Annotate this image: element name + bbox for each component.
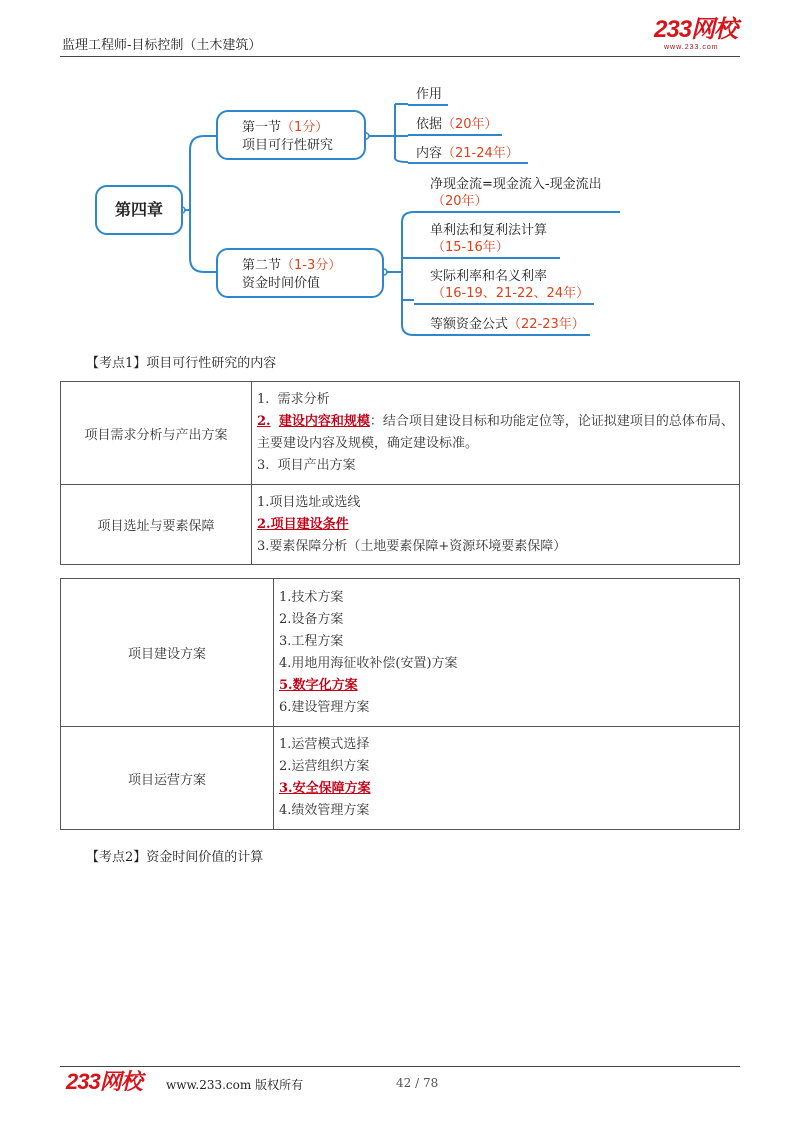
list-item: 2.设备方案 xyxy=(279,611,344,627)
leaf-underline xyxy=(414,257,560,259)
list-item: 3.安全保障方案 xyxy=(279,781,371,796)
leaf-underline xyxy=(408,104,448,106)
section2-subtitle: 资金时间价值 xyxy=(242,276,321,291)
mindmap-leaf: 等额资金公式（22-23年） xyxy=(430,317,585,332)
mindmap-leaf: 依据（20年） xyxy=(416,117,498,132)
table-row xyxy=(61,485,740,565)
list-item: 2. 建设内容和规模：结合项目建设目标和功能定位等，论证拟建项目的总体布局、主要建设内容及规模，确定建设标准。 xyxy=(257,414,734,451)
list-item: 3. 项目产出方案 xyxy=(257,458,356,473)
mindmap-section2-node xyxy=(216,248,384,298)
leaf-underline xyxy=(414,211,620,213)
table-feasibility-1 xyxy=(60,381,740,565)
mindmap-section1-node xyxy=(216,110,366,160)
mindmap-leaf: 单利法和复利法计算 （15-16年） xyxy=(430,223,548,255)
list-item: 4.绩效管理方案 xyxy=(279,803,370,818)
table-row-label: 项目建设方案 xyxy=(61,579,274,727)
table-row xyxy=(61,727,740,830)
mindmap-leaf: 作用 xyxy=(416,87,443,102)
table-row-label: 项目需求分析与产出方案 xyxy=(61,382,252,485)
brand-logo-url: www.233.com xyxy=(664,44,719,51)
leaf-underline xyxy=(414,303,594,305)
footer-logo: 233网校 xyxy=(66,1069,142,1094)
table-row-content xyxy=(274,727,740,830)
page-number: 42 / 78 xyxy=(396,1076,439,1090)
table-row-content xyxy=(252,485,740,565)
section1-score: （1分） xyxy=(281,120,329,135)
list-item: 5.数字化方案 xyxy=(279,677,358,693)
section2-title: 第二节 xyxy=(242,258,282,273)
leaf-underline xyxy=(408,134,502,136)
table-row-content xyxy=(252,382,740,485)
mindmap-leaf: 实际利率和名义利率 （16-19、21-22、24年） xyxy=(430,269,590,301)
list-item: 2.运营组织方案 xyxy=(279,759,370,774)
list-item: 6.建设管理方案 xyxy=(279,699,370,715)
brand-logo: 233网校 xyxy=(654,16,738,43)
kaodian1-heading: 【考点1】项目可行性研究的内容 xyxy=(86,356,277,371)
section1-title: 第一节 xyxy=(242,120,282,135)
footer-divider xyxy=(60,1066,740,1067)
mindmap-root-node xyxy=(95,185,183,235)
list-item: 3.工程方案 xyxy=(279,633,344,649)
list-item: 1. 需求分析 xyxy=(257,392,330,407)
table-row-content xyxy=(274,579,740,727)
kaodian2-heading: 【考点2】资金时间价值的计算 xyxy=(86,850,264,865)
header-title: 监理工程师-目标控制（土木建筑） xyxy=(62,38,262,53)
table-row xyxy=(61,382,740,485)
leaf-underline xyxy=(408,162,528,164)
table-row-label: 项目选址与要素保障 xyxy=(61,485,252,565)
table-row-label: 项目运营方案 xyxy=(61,727,274,830)
mindmap-root-label: 第四章 xyxy=(114,200,163,219)
section2-score: （1-3分） xyxy=(281,258,342,273)
list-item: 1.运营模式选择 xyxy=(279,737,370,752)
list-item: 1.项目选址或选线 xyxy=(257,494,361,510)
table-feasibility-2 xyxy=(60,578,740,830)
footer-copyright: www.233.com 版权所有 xyxy=(166,1078,304,1092)
list-item: 3.要素保障分析（土地要素保障+资源环境要素保障） xyxy=(257,538,567,554)
list-item: 4.用地用海征收补偿(安置)方案 xyxy=(279,655,458,671)
leaf-underline xyxy=(414,334,590,336)
mindmap-leaf: 净现金流=现金流入-现金流出 （20年） xyxy=(430,177,602,209)
table-row xyxy=(61,579,740,727)
list-item: 2.项目建设条件 xyxy=(257,516,349,532)
mindmap-connectors xyxy=(0,0,800,345)
list-item: 1.技术方案 xyxy=(279,589,344,605)
mindmap-leaf: 内容（21-24年） xyxy=(416,146,519,161)
section1-subtitle: 项目可行性研究 xyxy=(242,138,334,153)
